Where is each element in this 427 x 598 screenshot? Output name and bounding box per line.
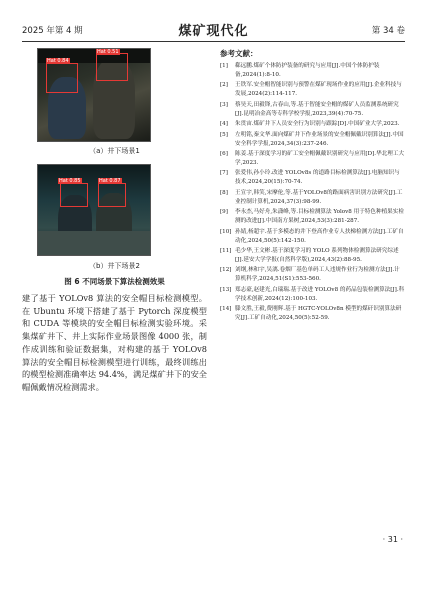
body-paragraph: 建了基于 YOLOv8 算法的安全帽目标检测模型。在 Ubuntu 环境下搭建了基于 Pytorch 深度模型和 CUDA 等模块的安全帽目标检测实验环境。采集煤矿井下、井上实际作业场景图像 4000 张，制作成训练和验证数据集，对构建的基于 YOLOv8 算法的安全帽目标检测模型进行训练，最终训练出的模型检测准确率达 94.4%，满足煤矿井下的安全帽佩戴情况检测需求。 [22,293,207,392]
reference-item [220,131,405,149]
detection-label: Hat 0.87 [99,178,121,184]
reference-item [220,286,405,304]
reference-item [220,81,405,99]
reference-number: [8] [220,189,228,196]
reference-item [220,101,405,119]
reference-item [220,247,405,265]
reference-number: [9] [220,209,228,216]
detection-box [98,183,126,207]
reference-number: [10] [220,228,232,235]
reference-number: [12] [220,267,232,274]
reference-item [220,169,405,187]
detection-box [96,53,128,81]
reference-list [220,62,405,323]
reference-text: 滕文胜,王毅,费刚辉.基于 HGTC-YOLOv8n 模型的煤矸识别算法研究[J].工矿自动化,2024,50(5):52-59. [235,306,402,322]
references-title: 参考文献： [220,49,258,58]
detection-box [46,63,78,93]
subfigure-caption-b: （b）井下场景2 [89,262,140,270]
reference-text: 王铁军.安全帽智能识别与预警在煤矿现场作业的应用[J].企业科技与发展,2024(2):114-117. [235,82,402,98]
header-divider [22,41,405,42]
detection-label: Hat 0.51 [97,49,119,55]
figure-caption: 图 6 不同场景下算法检测效果 [64,277,165,286]
figure-image-a [37,48,151,142]
reference-item [220,62,405,80]
reference-text: 朱贯宙.煤矿井下人员安全行为识别与跟踪[D].中国矿业大学,2023. [235,121,400,128]
references-section [220,48,405,324]
equipment-area [38,231,150,255]
reference-number: [7] [220,170,228,177]
reference-item [220,120,405,129]
journal-title: 煤矿现代化 [178,24,249,39]
reference-item [220,189,405,207]
reference-text: 毛少华,王文彬.基于深度学习的 YOLO 系列物体检测算法研究综述[J].延安大学学报(自然科学版),2024,43(2):88-95. [235,247,399,263]
reference-text: 陈姜.基于深度学习的矿工安全帽佩戴识别研究与应用[D].华北理工大学,2023. [235,150,405,166]
reference-number: [5] [220,131,228,138]
issue-label: 2025 年第 4 期 [22,26,83,36]
subfigure-caption-a: （a）井下场景1 [89,147,140,155]
reference-number: [1] [220,63,228,69]
reference-item [220,150,405,168]
reference-text: 李永杰,马好舟,朱潇峰,等.目标检测算法 Yolov8 用于特色种植果实检测的改进[J].中国南方果树,2024,53(3):281-287. [235,209,404,225]
detection-label: Hat 0.85 [59,178,81,184]
reference-item [220,228,405,246]
reference-item [220,266,405,284]
reference-item [220,305,405,323]
reference-text: 张爱伟,孙小玲.改进 YOLOv8s 的道路目标检测算法[J].电脑知识与技术,2024,20(15):70-74. [235,170,400,186]
reference-number: [11] [220,247,232,254]
reference-number: [3] [220,101,228,108]
reference-number: [13] [220,286,232,293]
reference-text: 郗远鹏.煤矿个体防护装备的研究与应用[J].中国个体防护装备,2024(1):8-10. [235,63,380,78]
detection-label: Hat 0.84 [47,58,69,64]
figure-image-b [37,164,151,256]
reference-text: 蔡昊天,田毅锋,古春山,等.基于智能安全帽的煤矿人员监测系统研究[J].昆明冶金高等专科学校学报,2023,39(4):70-75. [235,101,399,117]
reference-text: 孙婧,杨超宇.基于多模态的井下登高作业专人扶梯检测方法[J].工矿自动化,2024,50(5):142-150. [235,228,404,244]
reference-text: 郑志豪,赵建光,白瑞瑞.基于改进 YOLOv8 的药品包装检测算法[J].科学技术创新,2024(12):100-103. [235,286,405,302]
reference-text: 左明铭,秦文华.面向煤矿井下作业场景的安全帽佩戴识别算法[J].中国安全科学学报,2024,34(3):237-246. [235,131,404,147]
reference-number: [4] [220,121,228,128]
reference-number: [2] [220,82,228,89]
reference-number: [6] [220,150,228,157]
reference-item [220,208,405,226]
reference-text: 王宣宇,韩笑,宋摩伦,等.基于YOLOv8的路面病害识别方法研究[J].工业控制计算机,2024,37(3):98-99. [235,189,403,205]
reference-text: 刘纲,林和宇,吴漓.卷烟厂基色单码工人违规作业行为检测方法[J].计算机科学,2024,51(S1):553-560. [235,267,400,283]
detection-box [60,183,88,207]
reference-number: [14] [220,306,232,313]
page-number: · 31 · [382,535,403,544]
volume-label: 第 34 卷 [371,26,405,36]
